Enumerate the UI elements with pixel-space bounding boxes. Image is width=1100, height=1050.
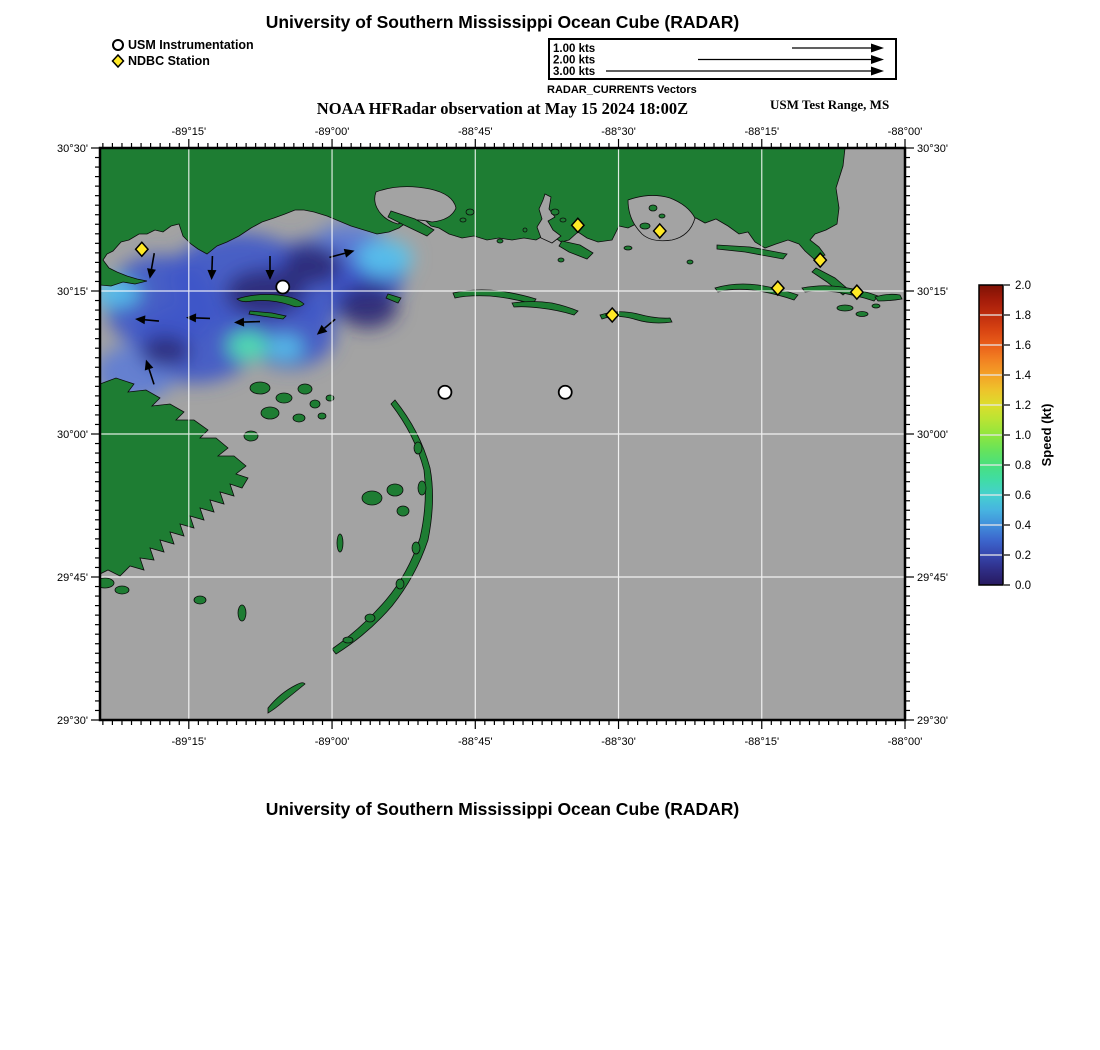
observation-subtitle: NOAA HFRadar observation at May 15 2024 18:00Z: [316, 99, 689, 118]
islet: [523, 228, 527, 232]
y-axis-label: 30°15': [57, 286, 88, 298]
islet: [343, 637, 353, 643]
page-title: University of Southern Mississippi Ocean Cube (RADAR): [265, 12, 740, 32]
colorbar-title: Speed (kt): [1039, 403, 1054, 467]
islet: [466, 209, 474, 215]
usm-instrument-marker: [276, 280, 289, 293]
y-axis-label: 30°30': [917, 143, 948, 155]
usm-instrument-marker: [438, 386, 451, 399]
islet: [460, 218, 466, 222]
x-axis-label: -88°15': [744, 126, 780, 138]
islet: [387, 484, 403, 496]
islet: [293, 414, 305, 422]
range-label: USM Test Range, MS: [770, 97, 890, 112]
islet: [318, 413, 326, 419]
vector-scale-label: 1.00 kts: [553, 43, 596, 55]
islet: [326, 395, 334, 401]
islet: [872, 304, 880, 308]
x-axis-label: -89°00': [314, 126, 350, 138]
islet: [560, 218, 566, 222]
y-axis-label: 29°45': [917, 572, 948, 584]
x-axis-label: -89°00': [314, 736, 350, 748]
vector-scale-caption: RADAR_CURRENTS Vectors: [547, 84, 697, 96]
x-axis-label: -88°30': [601, 126, 636, 138]
x-axis-label: -89°15': [171, 126, 207, 138]
islet: [397, 506, 409, 516]
islet: [115, 586, 129, 594]
islet: [261, 407, 279, 419]
colorbar-tick-label: 1.8: [1015, 310, 1031, 322]
islet: [649, 205, 657, 211]
y-axis-label: 29°30': [917, 715, 948, 727]
islet: [412, 542, 420, 554]
x-axis-label: -89°15': [171, 736, 207, 748]
x-axis-label: -88°30': [601, 736, 636, 748]
usm-instrument-marker: [559, 386, 572, 399]
islet: [362, 491, 382, 505]
colorbar: [979, 280, 1054, 592]
islet: [310, 400, 320, 408]
colorbar-tick-label: 0.4: [1015, 520, 1031, 532]
islet: [365, 614, 375, 622]
islet: [250, 382, 270, 394]
colorbar-tick-label: 0.8: [1015, 460, 1031, 472]
y-axis-label: 30°00': [917, 429, 948, 441]
colorbar-tick-label: 0.6: [1015, 490, 1031, 502]
islet: [837, 305, 853, 311]
x-axis-label: -88°45': [457, 126, 493, 138]
y-axis-label: 29°30': [57, 715, 88, 727]
vector-scale-label: 3.00 kts: [553, 66, 596, 78]
islet: [551, 209, 559, 215]
y-axis-label: 30°30': [57, 143, 88, 155]
y-axis-label: 30°00': [57, 429, 88, 441]
islet: [558, 258, 564, 262]
y-axis-label: 30°15': [917, 286, 948, 298]
islet: [659, 214, 665, 218]
colorbar-tick-label: 1.0: [1015, 430, 1031, 442]
islet: [396, 579, 404, 589]
islet: [640, 223, 650, 229]
vector-scale-label: 2.00 kts: [553, 54, 596, 67]
y-axis-label: 29°45': [57, 572, 88, 584]
islet: [687, 260, 693, 264]
colorbar-tick-label: 2.0: [1015, 280, 1031, 292]
colorbar-tick-label: 0.2: [1015, 550, 1031, 562]
legend-label-ndbc: NDBC Station: [128, 54, 210, 68]
islet: [276, 393, 292, 403]
x-axis-label: -88°00': [887, 736, 923, 748]
page-title-bottom: University of Southern Mississippi Ocean Cube (RADAR): [265, 799, 740, 819]
colorbar-tick-label: 1.2: [1015, 400, 1031, 412]
islet: [337, 534, 343, 552]
islet: [298, 384, 312, 394]
islet: [418, 481, 426, 495]
islet: [238, 605, 246, 621]
islet: [194, 596, 206, 604]
x-axis-label: -88°00': [887, 126, 923, 138]
colorbar-tick-label: 1.6: [1015, 340, 1031, 352]
legend-label-usm: USM Instrumentation: [128, 38, 254, 52]
islet: [497, 239, 503, 243]
islet: [244, 431, 258, 441]
x-axis-label: -88°15': [744, 736, 780, 748]
colorbar-tick-label: 1.4: [1015, 370, 1031, 382]
colorbar-tick-label: 0.0: [1015, 580, 1031, 592]
islet: [624, 246, 632, 250]
x-axis-label: -88°45': [457, 736, 493, 748]
islet: [414, 442, 422, 454]
islet: [856, 312, 868, 317]
